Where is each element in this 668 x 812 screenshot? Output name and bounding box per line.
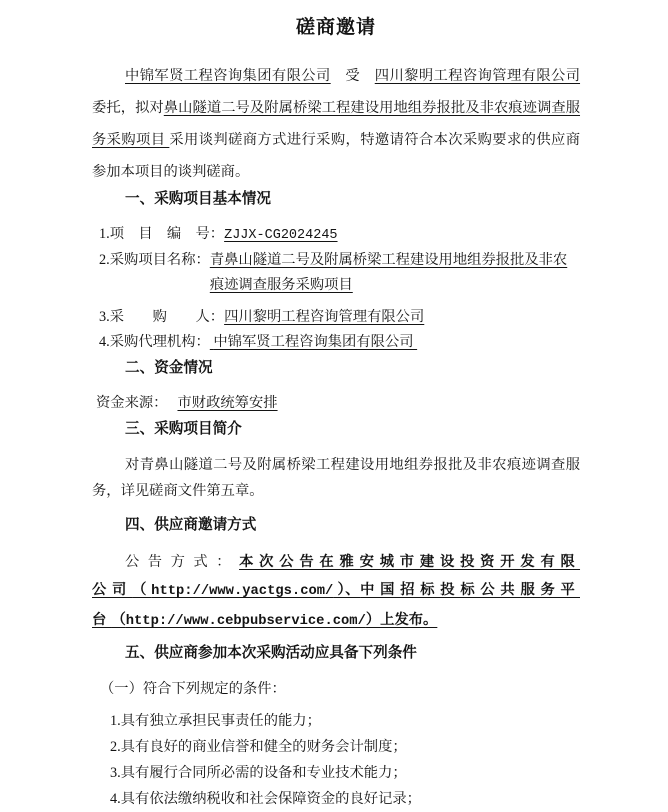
conditions-sub-heading: （一）符合下列规定的条件： [100, 680, 286, 697]
purchaser-item [92, 305, 580, 330]
condition-item-2: 2.具有良好的商业信誉和健全的财务会计制度； [110, 738, 407, 755]
funding-source-label: 资金来源： [96, 395, 168, 412]
agent-label: 4.采购代理机构： [99, 334, 210, 351]
condition-item-4: 4.具有依法缴纳税收和社会保障资金的良好记录； [110, 790, 421, 807]
entrusted-by-text: 委托，拟对 [92, 100, 164, 116]
project-number-label: 1.项 目 编 号： [99, 226, 225, 243]
section-1-heading: 一、采购项目基本情况 [125, 190, 271, 207]
announce-url-2: http://www.cebpubservice.com/ [125, 614, 366, 630]
section-4-heading: 四、供应商邀请方式 [125, 516, 257, 534]
bracket-close-1: ）、 [333, 582, 361, 599]
agent-item [92, 330, 580, 355]
intro-rest-text: 采用谈判磋商方式进行采购，特邀请符合本次采购要求的供应商参加本项目的谈判磋商。 [92, 132, 580, 180]
conditions-list [92, 708, 580, 812]
announce-site-2: 中国招标投标公共服务平台 [92, 582, 580, 629]
agency-name: 中锦军贤工程咨询集团有限公司 [125, 68, 331, 84]
section-5-heading: 五、供应商参加本次采购活动应具备下列条件 [125, 644, 417, 662]
funding-source-row [92, 391, 580, 416]
project-number-item [92, 222, 580, 248]
purchaser-value: 四川黎明工程咨询管理有限公司 [224, 309, 425, 326]
project-name-item [92, 248, 580, 298]
section-2-heading: 二、资金情况 [125, 359, 213, 377]
intro-paragraph [92, 60, 580, 188]
announce-method-label: 公告方式： [125, 554, 240, 571]
announce-site-1: 本次公告在雅安城市建设投资开发有限公司 [92, 554, 581, 599]
project-number-value: ZJJX-CG2024245 [224, 228, 338, 244]
condition-item-1: 1.具有独立承担民事责任的能力； [110, 712, 321, 729]
document-title: 磋商邀请 [295, 16, 376, 38]
purchaser-label: 3.采 购 人： [99, 309, 225, 326]
project-name-value: 青鼻山隧道二号及附属桥梁工程建设用地组券报批及非农痕迹调查服务采购项目 [209, 252, 568, 294]
project-brief-paragraph: 对青鼻山隧道二号及附属桥梁工程建设用地组券报批及非农痕迹调查服务，详见磋商文件第五章。 [92, 457, 580, 500]
funding-source-value: 市财政统筹安排 [177, 395, 278, 412]
agent-value: 中锦军贤工程咨询集团有限公司 [209, 334, 418, 351]
bracket-open-2: （ [111, 612, 126, 629]
section-3-heading: 三、采购项目简介 [125, 420, 242, 438]
purchaser-name: 四川黎明工程咨询管理有限公司 [374, 68, 581, 84]
entrust-word: 受 [330, 68, 375, 84]
announce-url-1: http://www.yactgs.com/ [151, 584, 334, 600]
bracket-open-1: （ [132, 582, 152, 599]
project-name-inline: 鼻山隧道二号及附属桥梁工程建设用地组券报批及非农痕迹调查服务采购项目 [92, 100, 581, 148]
project-name-label: 2.采购项目名称： [99, 252, 210, 269]
announcement-paragraph [92, 548, 580, 636]
condition-item-3: 3.具有履行合同所必需的设备和专业技术能力； [110, 764, 407, 781]
bracket-close-2: ）上发布。 [365, 612, 438, 629]
